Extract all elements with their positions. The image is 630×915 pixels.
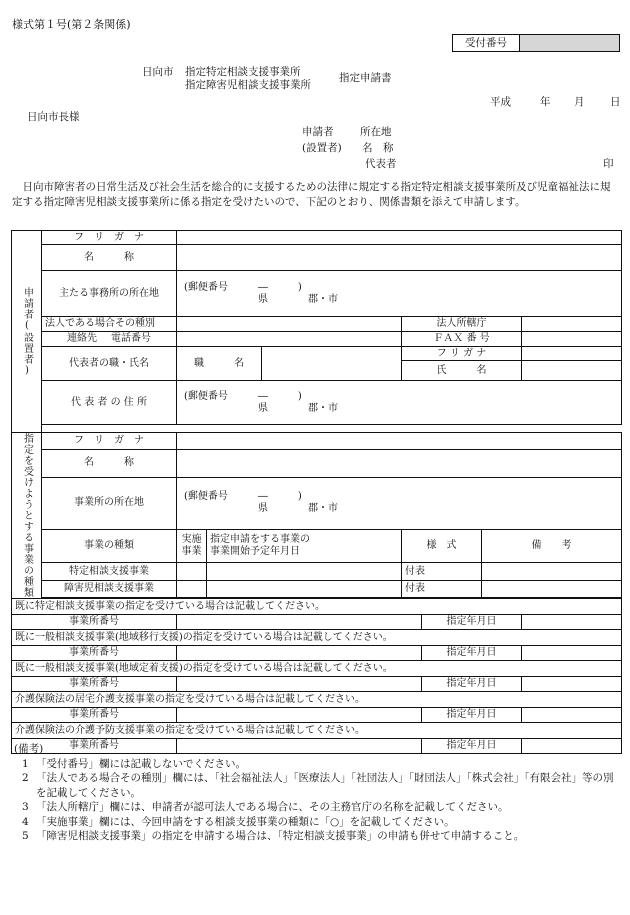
s2-remarks-label: 備 考: [482, 530, 622, 563]
s1-rep-label: 代表者の職・氏名: [42, 347, 177, 381]
s2-format-label: 様 式: [402, 530, 482, 563]
note-2-text: 「法人である場合その種別」欄には、「社会福祉法人」「医療法人」「社団法人」「財団法人」「株式会社」「有限会社」等の別を記載してください。: [36, 772, 614, 799]
s2-postal: (郵便番号 ― ): [184, 491, 302, 503]
section1-label: 申請者(設置者): [12, 231, 42, 433]
s2-row2-implemented[interactable]: [177, 580, 207, 597]
note-1: [14, 757, 620, 772]
s1-furigana-label: フ リ ガ ナ: [42, 231, 177, 245]
s1-name-field[interactable]: [177, 245, 622, 271]
note-2: [14, 771, 620, 800]
prior-3-text: 既に一般相談支援事業(地域定着支援)の指定を受けている場合は記載してください。: [12, 661, 622, 677]
s1-fax-label: ＦＡＸ 番 号: [402, 332, 522, 347]
prior-5-date-label: 指定年月日: [422, 739, 522, 754]
s1-postal: (郵便番号 ― ): [184, 281, 302, 293]
applicant-representative: 代表者: [365, 158, 397, 170]
s2-name-label: 名 称: [42, 450, 177, 477]
prior-2-office-field[interactable]: [177, 646, 422, 661]
s1-fax-field[interactable]: [522, 332, 622, 347]
receipt-label: 受付番号: [453, 35, 520, 51]
note-3: [14, 800, 620, 815]
s1-rep-address-field[interactable]: [177, 381, 622, 425]
title-line1: 指定特定相談支援事業所: [185, 66, 301, 78]
s1-corp-type-field[interactable]: [177, 317, 402, 332]
note-1-number: 1: [22, 757, 29, 770]
s2-row2-appendix: 付表: [402, 580, 482, 597]
s1-job-title-label: 職 名: [177, 347, 262, 381]
s1-contact: 連絡先: [67, 333, 97, 344]
intro-paragraph: 日向市障害者の日常生活及び社会生活を総合的に支援するための法律に規定する指定特定相談支援事業所及び児童福祉法に規定する指定障害児相談支援事業所に係る指定を受けたいので、下記のとおり、関係書類を添えて申請します。: [12, 181, 611, 208]
s2-row1-implemented[interactable]: [177, 563, 207, 580]
addressee: 日向市長様: [27, 111, 80, 123]
prior-3-date-field[interactable]: [522, 677, 622, 692]
s2-implemented-label: [177, 530, 207, 563]
receipt-number-field[interactable]: [520, 35, 619, 51]
s2-furigana-field[interactable]: [177, 433, 622, 450]
prior-1-text: 既に特定相談支援事業の指定を受けている場合は記載してください。: [12, 599, 622, 615]
s1-rep-furigana-label: フ リ ガ ナ: [402, 347, 522, 361]
prior-5-office-label: 事業所番号: [12, 739, 177, 754]
s2-service-type-label: 事業の種類: [42, 530, 177, 563]
s1-rep-postal: (郵便番号 ― ): [184, 390, 302, 402]
s2-row1-start-date[interactable]: [207, 563, 402, 580]
s1-rep-furigana-field[interactable]: [522, 347, 622, 361]
s1-corp-authority-label: 法人所轄庁: [402, 317, 522, 332]
prior-4-office-label: 事業所番号: [12, 708, 177, 723]
prior-2-office-label: 事業所番号: [12, 646, 177, 661]
s2-row1-type: 特定相談支援事業: [42, 563, 177, 580]
title-line2: 指定障害児相談支援事業所: [185, 79, 311, 91]
prior-4-date-label: 指定年月日: [422, 708, 522, 723]
notes-heading: (備考): [14, 743, 44, 755]
note-4: [14, 815, 620, 830]
s1-phone: 電話番号: [111, 333, 151, 344]
s1-corp-type-label: 法人である場合その種別: [42, 317, 177, 332]
prior-1-date-field[interactable]: [522, 615, 622, 630]
date-era: 平成: [490, 96, 511, 108]
applicant-role1: 申請者: [302, 126, 334, 138]
note-3-text: 「法人所轄庁」欄には、申請者が認可法人である場合に、その主務官庁の名称を記載してください。: [36, 801, 509, 813]
prior-2-date-field[interactable]: [522, 646, 622, 661]
s2-start-date-label: [207, 530, 402, 563]
s2-address-label: 事業所の所在地: [42, 477, 177, 530]
s2-name-field[interactable]: [177, 450, 622, 477]
prior-4-date-field[interactable]: [522, 708, 622, 723]
note-3-number: 3: [22, 801, 29, 813]
s1-address-field[interactable]: [177, 271, 622, 317]
date-day: 日: [610, 96, 621, 108]
note-2-number: 2: [22, 772, 29, 784]
s2-address-field[interactable]: [177, 477, 622, 530]
section2-label: 指定を受けようとする事業の種類: [12, 433, 42, 599]
note-4-number: 4: [22, 815, 29, 828]
prior-2-text: 既に一般相談支援事業(地域移行支援)の指定を受けている場合は記載してください。: [12, 630, 622, 646]
s2-row2-type: 障害児相談支援事業: [42, 580, 177, 597]
note-1-text: 「受付番号」欄には記載しないでください。: [36, 757, 246, 770]
s1-furigana-field[interactable]: [177, 231, 622, 245]
applicant-name: 名 称: [362, 142, 394, 154]
date-month: 月: [574, 96, 585, 108]
note-5-number: 5: [22, 830, 29, 842]
s2-start-date-1: 指定申請をする事業の: [210, 534, 310, 546]
prior-1-date-label: 指定年月日: [422, 615, 522, 630]
s2-start-date-2: 事業開始予定年月日: [210, 546, 300, 558]
s2-row2-start-date[interactable]: [207, 580, 402, 597]
prior-1-office-field[interactable]: [177, 615, 422, 630]
s2-row1-appendix: 付表: [402, 563, 482, 580]
title-suffix: 指定申請書: [339, 72, 392, 84]
s1-rep-address-label: 代 表 者 の 住 所: [42, 381, 177, 425]
notes-section: [14, 742, 620, 844]
date-year: 年: [540, 96, 551, 108]
s2-furigana-label: フ リ ガ ナ: [42, 433, 177, 450]
application-table: [11, 230, 622, 754]
s2-row1-remarks[interactable]: [482, 563, 622, 580]
s1-rep-name-label: 氏 名: [402, 361, 522, 381]
seal-mark: 印: [603, 158, 614, 170]
prior-3-office-field[interactable]: [177, 677, 422, 692]
prior-4-text: 介護保険法の居宅介護支援事業の指定を受けている場合は記載してください。: [12, 692, 622, 708]
applicant-location: 所在地: [360, 126, 392, 138]
s1-rep-pref-city: 県 郡・市: [258, 402, 338, 414]
s1-corp-authority-field[interactable]: [522, 317, 622, 332]
prior-4-office-field[interactable]: [177, 708, 422, 723]
title-city: 日向市: [142, 66, 174, 78]
s2-pref-city: 県 郡・市: [258, 503, 338, 515]
s2-implemented-1: 実施: [181, 534, 202, 546]
s1-pref-city: 県 郡・市: [258, 293, 338, 305]
s1-contact-label: [42, 332, 177, 347]
s1-job-title-field[interactable]: [262, 347, 402, 381]
applicant-role2: (設置者): [302, 142, 342, 154]
s1-phone-field[interactable]: [177, 332, 402, 347]
form-number: 様式第１号(第２条関係): [12, 18, 131, 31]
prior-3-office-label: 事業所番号: [12, 677, 177, 692]
note-4-text: 「実施事業」欄には、今回申請をする相談支援事業の種類に「○」を記載してください。: [36, 815, 455, 828]
s1-address-label: 主たる事務所の所在地: [42, 271, 177, 317]
s1-rep-name-field[interactable]: [522, 361, 622, 381]
note-5: [14, 829, 620, 844]
s2-row2-remarks[interactable]: [482, 580, 622, 597]
prior-3-date-label: 指定年月日: [422, 677, 522, 692]
s2-implemented-2: 事業: [181, 546, 202, 558]
prior-2-date-label: 指定年月日: [422, 646, 522, 661]
note-5-text: 「障害児相談支援事業」の指定を申請する場合は、「特定相談支援事業」の申請も併せて申請すること。: [36, 830, 525, 842]
prior-5-text: 介護保険法の介護予防支援事業の指定を受けている場合は記載してください。: [12, 723, 622, 739]
receipt-box: [452, 34, 620, 52]
s1-name-label: 名 称: [42, 245, 177, 271]
prior-1-office-label: 事業所番号: [12, 615, 177, 630]
